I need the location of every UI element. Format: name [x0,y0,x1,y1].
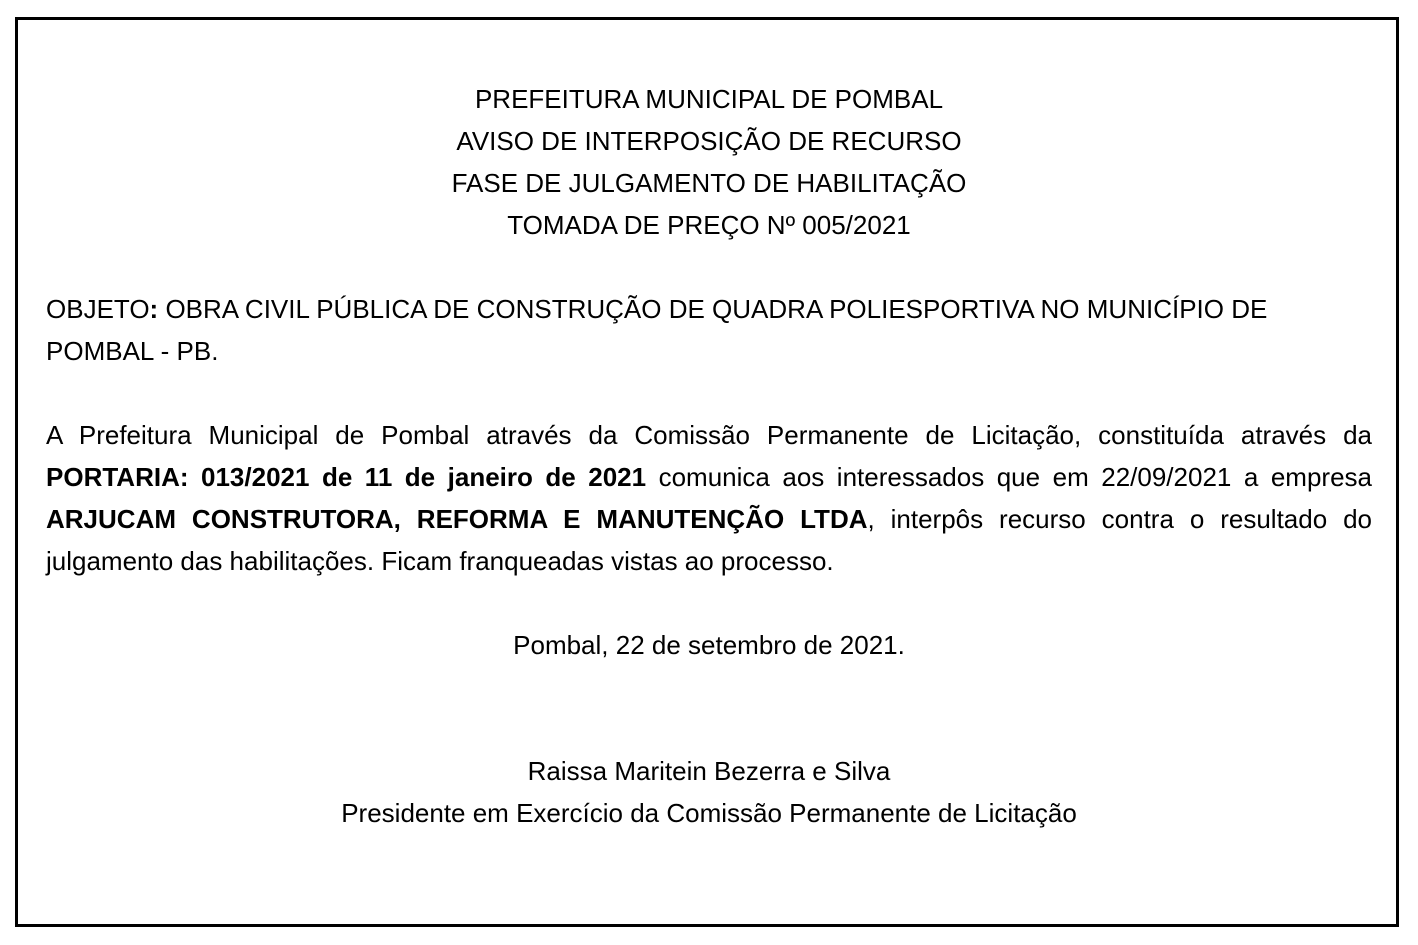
body-text-part2: comunica aos interessados que em 22/09/2021 a empresa [646,462,1372,492]
header-line-process-number: TOMADA DE PREÇO Nº 005/2021 [507,210,911,240]
portaria-reference: PORTARIA: 013/2021 de 11 de janeiro de 2021 [46,462,647,492]
header-line-phase: FASE DE JULGAMENTO DE HABILITAÇÃO [451,168,967,198]
objeto-paragraph [46,288,1372,372]
body-text-part1: A Prefeitura Municipal de Pombal através da Comissão Permanente de Licitação, constituída através da [46,420,1372,450]
header-line-institution: PREFEITURA MUNICIPAL DE POMBAL [474,84,944,114]
body-paragraph [46,414,1372,582]
signature-block [46,750,1372,834]
date-line: Pombal, 22 de setembro de 2021. [513,630,905,660]
notice-content [46,78,1372,834]
company-name: ARJUCAM CONSTRUTORA, REFORMA E MANUTENÇÃO LTDA [46,504,868,534]
signatory-title: Presidente em Exercício da Comissão Permanente de Licitação [341,798,1077,828]
objeto-colon: : [149,294,159,324]
objeto-text: OBRA CIVIL PÚBLICA DE CONSTRUÇÃO DE QUADRA POLIESPORTIVA NO MUNICÍPIO DE POMBAL - PB. [46,294,1268,366]
signatory-name: Raissa Maritein Bezerra e Silva [527,756,891,786]
notice-header [46,78,1372,246]
objeto-label: OBJETO [46,294,150,324]
header-line-notice-type: AVISO DE INTERPOSIÇÃO DE RECURSO [456,126,962,156]
body-text-part3: , interpôs recurso contra o resultado do julgamento das habilitações. Ficam franqueadas vistas ao processo. [46,504,1373,576]
